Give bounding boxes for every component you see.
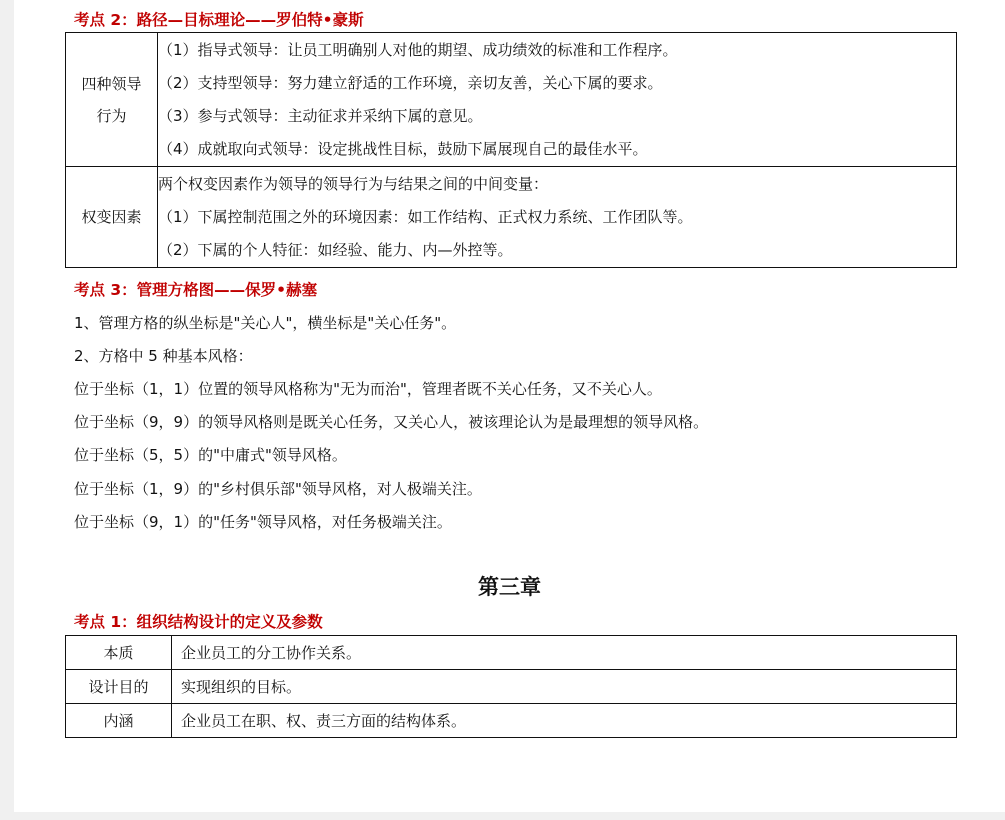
table-row [66,670,957,704]
table-row [66,33,957,167]
behavior-item: （4）成就取向式领导：设定挑战性目标，鼓励下属展现自己的最佳水平。 [158,139,648,158]
behavior-item: （1）指导式领导：让员工明确别人对他的期望、成功绩效的标准和工作程序。 [158,40,678,59]
table-cell-label: 内涵 [66,704,172,738]
table-cell-value: 实现组织的目标。 [172,670,957,704]
paragraph: 2、方格中 5 种基本风格： [74,347,253,365]
row-label-line: 行为 [96,106,127,125]
contingency-item: （1）下属控制范围之外的环境因素：如工作结构、正式权力系统、工作团队等。 [158,207,693,226]
paragraph: 位于坐标（1，9）的"乡村俱乐部"领导风格，对人极端关注。 [74,480,482,498]
leadership-behavior-table [65,32,957,268]
table-cell-label: 设计目的 [66,670,172,704]
chapter-title: 第三章 [478,575,541,599]
paragraph: 位于坐标（9，1）的"任务"领导风格，对任务极端关注。 [74,513,452,531]
section-heading-path-goal: 考点 2：路径—目标理论——罗伯特•豪斯 [74,11,364,29]
section-heading-org-structure: 考点 1：组织结构设计的定义及参数 [74,613,323,631]
paragraph: 1、管理方格的纵坐标是"关心人"，横坐标是"关心任务"。 [74,314,457,332]
table-row [66,704,957,738]
behavior-item: （3）参与式领导：主动征求并采纳下属的意见。 [158,106,483,125]
row-label-contingency: 权变因素 [66,167,158,268]
section-heading-managerial-grid: 考点 3：管理方格图——保罗•赫塞 [74,281,318,299]
table-cell-value: 企业员工的分工协作关系。 [172,636,957,670]
table-row [66,167,957,268]
row-label-line: 四种领导 [81,74,142,93]
org-structure-table [65,635,957,738]
table-row [66,636,957,670]
table-cell-value: 企业员工在职、权、责三方面的结构体系。 [172,704,957,738]
paragraph: 位于坐标（1，1）位置的领导风格称为"无为而治"，管理者既不关心任务，又不关心人。 [74,380,662,398]
behavior-item: （2）支持型领导：努力建立舒适的工作环境，亲切友善，关心下属的要求。 [158,73,663,92]
row-content-contingency [158,167,957,268]
contingency-item: 两个权变因素作为领导的领导行为与结果之间的中间变量： [158,174,549,193]
table-cell-label: 本质 [66,636,172,670]
paragraph: 位于坐标（5，5）的"中庸式"领导风格。 [74,446,347,464]
document-page [14,0,1005,812]
paragraph: 位于坐标（9，9）的领导风格则是既关心任务，又关心人，被该理论认为是最理想的领导风格。 [74,413,709,431]
row-label-four-behaviors [66,33,158,167]
contingency-item: （2）下属的个人特征：如经验、能力、内—外控等。 [158,240,513,259]
row-content-four-behaviors [158,33,957,167]
